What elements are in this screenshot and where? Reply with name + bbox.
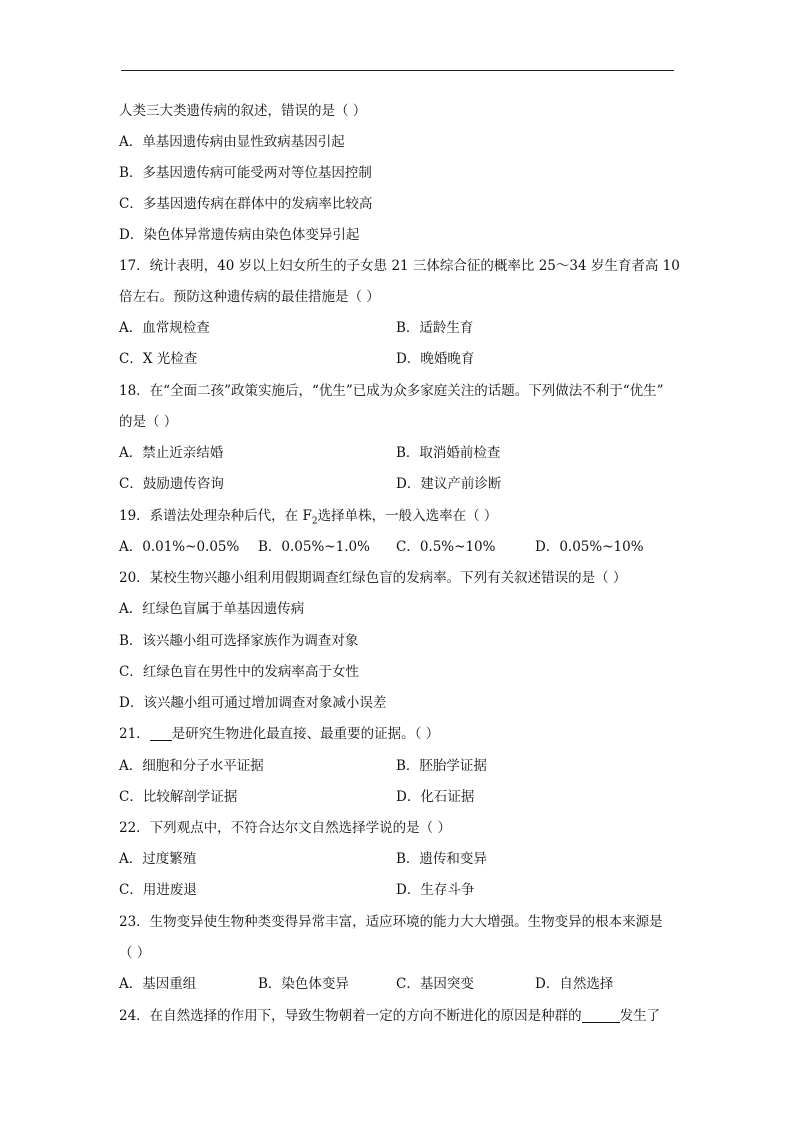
q24-stem-part2: 发生了	[619, 1008, 661, 1024]
q18-stem-line2: 的是（ ）	[119, 414, 178, 430]
q24-stem-part1: 24．在自然选择的作用下，导致生物朝着一定的方向不断进化的原因是种群的	[119, 1008, 582, 1024]
q16-stem: 人类三大类遗传病的叙述，错误的是（ ）	[119, 103, 367, 119]
q21-number: 21．	[119, 726, 150, 742]
q17-stem-line2: 倍左右。预防这种遗传病的最佳措施是（ ）	[119, 289, 380, 305]
q17-option-d: D．晚婚晚育	[396, 351, 475, 367]
q23-stem-line1: 23．生物变异使生物种类变得异常丰富，适应环境的能力大大增强。生物变异的根本来源是	[119, 914, 663, 930]
q21-answer-blank	[150, 726, 172, 741]
header-rule	[121, 70, 674, 71]
q18-option-b: B．取消婚前检查	[396, 445, 501, 461]
q19-stem-subscript: 2	[311, 516, 318, 527]
q16-option-d: D．染色体异常遗传病由染色体变异引起	[119, 227, 360, 243]
q19-option-c: C．0.5%~10%	[396, 539, 496, 555]
q23-option-d: D．自然选择	[535, 976, 614, 992]
q16-option-a: A．单基因遗传病由显性致病基因引起	[119, 134, 345, 150]
q23-option-b: B．染色体变异	[258, 976, 349, 992]
q21-option-a: A．细胞和分子水平证据	[119, 758, 264, 774]
q21-option-c: C．比较解剖学证据	[119, 789, 238, 805]
q21-stem	[119, 725, 439, 743]
q16-option-b: B．多基因遗传病可能受两对等位基因控制	[119, 165, 372, 181]
q19-stem-part1: 19．系谱法处理杂种后代，在 F	[119, 508, 312, 524]
q23-option-c: C．基因突变	[396, 976, 474, 992]
q22-option-c: C．用进废退	[119, 882, 197, 898]
q19-stem-part2: 选择单株，一般入选率在（ ）	[317, 508, 498, 524]
q18-option-c: C．鼓励遗传咨询	[119, 476, 224, 492]
q21-option-d: D．化石证据	[396, 789, 475, 805]
q20-option-d: D．该兴趣小组可通过增加调查对象减小误差	[119, 695, 387, 711]
q18-stem-line1: 18．在“全面二孩”政策实施后，“优生”已成为众多家庭关注的话题。下列做法不利于“优生”	[119, 383, 664, 399]
q16-option-c: C．多基因遗传病在群体中的发病率比较高	[119, 196, 373, 212]
q18-option-d: D．建议产前诊断	[396, 476, 502, 492]
q24-answer-blank	[582, 1008, 620, 1023]
q17-option-a: A．血常规检查	[119, 320, 210, 336]
q18-option-a: A．禁止近亲结婚	[119, 445, 224, 461]
q21-option-b: B．胚胎学证据	[396, 758, 487, 774]
q20-option-b: B．该兴趣小组可选择家族作为调查对象	[119, 633, 359, 649]
q20-option-a: A．红绿色盲属于单基因遗传病	[119, 601, 305, 617]
q19-stem	[119, 507, 497, 531]
q24-stem	[119, 1007, 660, 1025]
q17-option-b: B．适龄生育	[396, 320, 474, 336]
q20-stem: 20．某校生物兴趣小组利用假期调查红绿色盲的发病率。下列有关叙述错误的是（ ）	[119, 570, 627, 586]
q19-option-b: B．0.05%~1.0%	[258, 539, 370, 555]
q22-option-d: D．生存斗争	[396, 882, 475, 898]
q17-option-c: C．X 光检查	[119, 351, 198, 367]
q23-option-a: A．基因重组	[119, 976, 197, 992]
q22-option-b: B．遗传和变异	[396, 851, 487, 867]
q23-stem-line2: （ ）	[119, 945, 151, 961]
q19-option-a: A．0.01%~0.05%	[119, 539, 240, 555]
q22-stem: 22．下列观点中，不符合达尔文自然选择学说的是（ ）	[119, 820, 451, 836]
q17-stem-line1: 17．统计表明，40 岁以上妇女所生的子女患 21 三体综合征的概率比 25～34 岁生育者高 10	[119, 258, 680, 274]
q20-option-c: C．红绿色盲在男性中的发病率高于女性	[119, 664, 359, 680]
q21-stem-text: 是研究生物进化最直接、最重要的证据。（ ）	[171, 726, 440, 742]
q19-option-d: D．0.05%~10%	[535, 539, 644, 555]
q22-option-a: A．过度繁殖	[119, 851, 197, 867]
